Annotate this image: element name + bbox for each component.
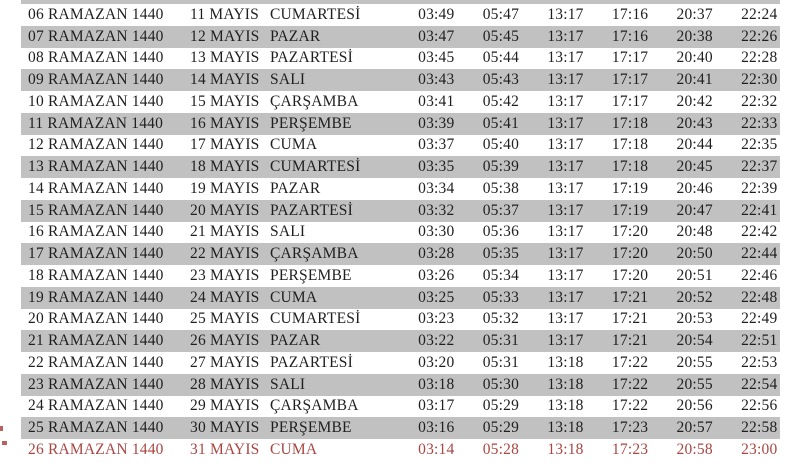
yatsi-time-cell: 22:35 <box>741 136 778 154</box>
gregorian-date-cell: 19 MAYIS <box>190 179 260 197</box>
ogle-time-cell: 13:17 <box>547 158 584 176</box>
gunes-time-cell: 05:35 <box>482 245 520 263</box>
gregorian-date-cell: 27 MAYIS <box>190 353 260 371</box>
ogle-time-cell: 13:18 <box>547 397 584 415</box>
weekday-cell: CUMARTESİ <box>270 5 361 23</box>
imsak-time-cell: 03:28 <box>418 245 455 263</box>
aksam-time-cell: 20:50 <box>676 245 713 263</box>
table-row <box>21 200 780 222</box>
yatsi-time-cell: 22:42 <box>741 223 778 241</box>
ogle-time-cell: 13:17 <box>547 5 584 23</box>
ikindi-time-cell: 17:18 <box>611 136 649 154</box>
ikindi-time-cell: 17:20 <box>611 266 649 284</box>
gunes-time-cell: 05:28 <box>482 440 520 458</box>
ogle-time-cell: 13:17 <box>547 136 584 154</box>
gregorian-date-cell: 30 MAYIS <box>190 419 260 437</box>
table-row <box>21 352 780 374</box>
hijri-date-cell: 06 RAMAZAN 1440 <box>28 5 164 23</box>
imsak-time-cell: 03:17 <box>418 397 455 415</box>
aksam-time-cell: 20:55 <box>676 375 713 393</box>
hijri-date-cell: 22 RAMAZAN 1440 <box>28 353 164 371</box>
imsak-time-cell: 03:41 <box>418 92 455 110</box>
yatsi-time-cell: 22:28 <box>741 49 778 67</box>
aksam-time-cell: 20:38 <box>676 27 713 45</box>
gregorian-date-cell: 17 MAYIS <box>190 136 260 154</box>
table-row <box>21 309 780 331</box>
aksam-time-cell: 20:54 <box>676 332 713 350</box>
hijri-date-cell: 17 RAMAZAN 1440 <box>28 245 164 263</box>
hijri-date-cell: 26 RAMAZAN 1440 <box>28 440 164 458</box>
hijri-date-cell: 09 RAMAZAN 1440 <box>28 71 164 89</box>
aksam-time-cell: 20:40 <box>676 49 713 67</box>
page-edge-red-artifact <box>2 441 7 445</box>
gregorian-date-cell: 25 MAYIS <box>190 310 260 328</box>
ikindi-time-cell: 17:23 <box>611 440 649 458</box>
gregorian-date-cell: 11 MAYIS <box>190 5 259 23</box>
ogle-time-cell: 13:18 <box>547 353 584 371</box>
hijri-date-cell: 10 RAMAZAN 1440 <box>28 92 164 110</box>
table-row <box>21 4 780 26</box>
gregorian-date-cell: 22 MAYIS <box>190 245 260 263</box>
ikindi-time-cell: 17:18 <box>611 158 649 176</box>
imsak-time-cell: 03:49 <box>418 5 455 23</box>
imsak-time-cell: 03:34 <box>418 179 455 197</box>
ikindi-time-cell: 17:20 <box>611 245 649 263</box>
ogle-time-cell: 13:17 <box>547 179 584 197</box>
ogle-time-cell: 13:17 <box>547 92 584 110</box>
aksam-time-cell: 20:57 <box>676 419 713 437</box>
aksam-time-cell: 20:41 <box>676 71 713 89</box>
gregorian-date-cell: 24 MAYIS <box>190 288 260 306</box>
gunes-time-cell: 05:40 <box>482 136 520 154</box>
gunes-time-cell: 05:47 <box>482 5 520 23</box>
gregorian-date-cell: 29 MAYIS <box>190 397 260 415</box>
ogle-time-cell: 13:17 <box>547 71 584 89</box>
ogle-time-cell: 13:18 <box>547 375 584 393</box>
gunes-time-cell: 05:42 <box>482 92 520 110</box>
table-row <box>21 396 780 418</box>
aksam-time-cell: 20:55 <box>676 353 713 371</box>
hijri-date-cell: 23 RAMAZAN 1440 <box>28 375 164 393</box>
ikindi-time-cell: 17:16 <box>611 5 649 23</box>
gregorian-date-cell: 26 MAYIS <box>190 332 260 350</box>
aksam-time-cell: 20:43 <box>676 114 713 132</box>
gunes-time-cell: 05:39 <box>482 158 520 176</box>
aksam-time-cell: 20:37 <box>676 5 713 23</box>
weekday-cell: PAZAR <box>270 179 321 197</box>
imsak-time-cell: 03:43 <box>418 71 455 89</box>
gunes-time-cell: 05:38 <box>482 179 520 197</box>
gunes-time-cell: 05:31 <box>482 332 520 350</box>
table-row <box>21 156 780 178</box>
ogle-time-cell: 13:18 <box>547 440 584 458</box>
aksam-time-cell: 20:45 <box>676 158 713 176</box>
gunes-time-cell: 05:45 <box>482 27 520 45</box>
table-row <box>21 91 780 113</box>
imsak-time-cell: 03:45 <box>418 49 455 67</box>
ogle-time-cell: 13:17 <box>547 288 584 306</box>
yatsi-time-cell: 22:39 <box>741 179 778 197</box>
gregorian-date-cell: 20 MAYIS <box>190 201 260 219</box>
ikindi-time-cell: 17:17 <box>611 49 649 67</box>
weekday-cell: CUMARTESİ <box>270 158 361 176</box>
imsak-time-cell: 03:22 <box>418 332 455 350</box>
aksam-time-cell: 20:52 <box>676 288 713 306</box>
gunes-time-cell: 05:29 <box>482 397 520 415</box>
table-row <box>21 417 780 439</box>
gregorian-date-cell: 13 MAYIS <box>190 49 260 67</box>
gunes-time-cell: 05:29 <box>482 419 520 437</box>
yatsi-time-cell: 22:26 <box>741 27 778 45</box>
weekday-cell: PAZARTESİ <box>270 353 353 371</box>
aksam-time-cell: 20:58 <box>676 440 713 458</box>
aksam-time-cell: 20:46 <box>676 179 713 197</box>
ikindi-time-cell: 17:22 <box>611 397 649 415</box>
imsak-time-cell: 03:35 <box>418 158 455 176</box>
gunes-time-cell: 05:37 <box>482 201 520 219</box>
yatsi-time-cell: 22:54 <box>741 375 778 393</box>
imsak-time-cell: 03:25 <box>418 288 455 306</box>
weekday-cell: PERŞEMBE <box>270 419 352 437</box>
table-row <box>21 26 780 48</box>
yatsi-time-cell: 22:24 <box>741 5 778 23</box>
page-edge-red-artifact <box>0 426 3 431</box>
hijri-date-cell: 08 RAMAZAN 1440 <box>28 49 164 67</box>
weekday-cell: ÇARŞAMBA <box>270 245 359 263</box>
gregorian-date-cell: 18 MAYIS <box>190 158 260 176</box>
weekday-cell: PAZAR <box>270 27 321 45</box>
aksam-time-cell: 20:53 <box>676 310 713 328</box>
aksam-time-cell: 20:44 <box>676 136 713 154</box>
ikindi-time-cell: 17:17 <box>611 92 649 110</box>
table-row <box>21 178 780 200</box>
gunes-time-cell: 05:41 <box>482 114 520 132</box>
weekday-cell: ÇARŞAMBA <box>270 397 359 415</box>
hijri-date-cell: 20 RAMAZAN 1440 <box>28 310 164 328</box>
weekday-cell: SALI <box>270 223 306 241</box>
table-row <box>21 287 780 309</box>
gregorian-date-cell: 16 MAYIS <box>190 114 260 132</box>
weekday-cell: CUMARTESİ <box>270 310 361 328</box>
hijri-date-cell: 19 RAMAZAN 1440 <box>28 288 164 306</box>
imsak-time-cell: 03:47 <box>418 27 455 45</box>
hijri-date-cell: 25 RAMAZAN 1440 <box>28 419 164 437</box>
yatsi-time-cell: 22:48 <box>741 288 778 306</box>
table-row <box>21 113 780 135</box>
yatsi-time-cell: 22:37 <box>741 158 778 176</box>
gunes-time-cell: 05:43 <box>482 71 520 89</box>
yatsi-time-cell: 22:58 <box>741 419 778 437</box>
aksam-time-cell: 20:56 <box>676 397 713 415</box>
gregorian-date-cell: 21 MAYIS <box>190 223 260 241</box>
aksam-time-cell: 20:48 <box>676 223 713 241</box>
table-row <box>21 222 780 244</box>
ikindi-time-cell: 17:20 <box>611 223 649 241</box>
weekday-cell: SALI <box>270 375 306 393</box>
ogle-time-cell: 13:17 <box>547 310 584 328</box>
ikindi-time-cell: 17:19 <box>611 201 649 219</box>
gunes-time-cell: 05:44 <box>482 49 520 67</box>
imsak-time-cell: 03:39 <box>418 114 455 132</box>
gunes-time-cell: 05:31 <box>482 353 520 371</box>
ikindi-time-cell: 17:23 <box>611 419 649 437</box>
gregorian-date-cell: 31 MAYIS <box>190 440 260 458</box>
ogle-time-cell: 13:17 <box>547 49 584 67</box>
imsak-time-cell: 03:14 <box>418 440 455 458</box>
hijri-date-cell: 13 RAMAZAN 1440 <box>28 158 164 176</box>
imsak-time-cell: 03:32 <box>418 201 455 219</box>
ogle-time-cell: 13:17 <box>547 201 584 219</box>
gregorian-date-cell: 15 MAYIS <box>190 92 260 110</box>
hijri-date-cell: 15 RAMAZAN 1440 <box>28 201 164 219</box>
ikindi-time-cell: 17:19 <box>611 179 649 197</box>
table-row <box>21 243 780 265</box>
ogle-time-cell: 13:17 <box>547 114 584 132</box>
table-body <box>21 4 780 463</box>
imsak-time-cell: 03:16 <box>418 419 455 437</box>
gregorian-date-cell: 23 MAYIS <box>190 266 260 284</box>
ogle-time-cell: 13:18 <box>547 419 584 437</box>
ikindi-time-cell: 17:17 <box>611 71 649 89</box>
ogle-time-cell: 13:17 <box>547 245 584 263</box>
weekday-cell: PERŞEMBE <box>270 114 352 132</box>
yatsi-time-cell: 22:41 <box>741 201 778 219</box>
weekday-cell: CUMA <box>270 136 318 154</box>
imsak-time-cell: 03:23 <box>418 310 455 328</box>
ikindi-time-cell: 17:21 <box>611 332 649 350</box>
yatsi-time-cell: 22:56 <box>741 397 778 415</box>
aksam-time-cell: 20:51 <box>676 266 713 284</box>
weekday-cell: CUMA <box>270 288 318 306</box>
weekday-cell: PAZARTESİ <box>270 49 353 67</box>
yatsi-time-cell: 22:53 <box>741 353 778 371</box>
ogle-time-cell: 13:17 <box>547 223 584 241</box>
ikindi-time-cell: 17:21 <box>611 288 649 306</box>
weekday-cell: SALI <box>270 71 306 89</box>
yatsi-time-cell: 22:49 <box>741 310 778 328</box>
imsak-time-cell: 03:26 <box>418 266 455 284</box>
hijri-date-cell: 24 RAMAZAN 1440 <box>28 397 164 415</box>
hijri-date-cell: 07 RAMAZAN 1440 <box>28 27 164 45</box>
ogle-time-cell: 13:17 <box>547 266 584 284</box>
ogle-time-cell: 13:17 <box>547 27 584 45</box>
ikindi-time-cell: 17:22 <box>611 375 649 393</box>
hijri-date-cell: 14 RAMAZAN 1440 <box>28 179 164 197</box>
weekday-cell: PAZARTESİ <box>270 201 353 219</box>
yatsi-time-cell: 22:46 <box>741 266 778 284</box>
aksam-time-cell: 20:42 <box>676 92 713 110</box>
weekday-cell: ÇARŞAMBA <box>270 92 359 110</box>
gregorian-date-cell: 14 MAYIS <box>190 71 260 89</box>
hijri-date-cell: 21 RAMAZAN 1440 <box>28 332 164 350</box>
imsak-time-cell: 03:30 <box>418 223 455 241</box>
table-row <box>21 69 780 91</box>
aksam-time-cell: 20:47 <box>676 201 713 219</box>
imsak-time-cell: 03:37 <box>418 136 455 154</box>
imsak-time-cell: 03:20 <box>418 353 455 371</box>
table-row <box>21 374 780 396</box>
yatsi-time-cell: 23:00 <box>741 440 778 458</box>
yatsi-time-cell: 22:44 <box>741 245 778 263</box>
hijri-date-cell: 18 RAMAZAN 1440 <box>28 266 164 284</box>
gunes-time-cell: 05:34 <box>482 266 520 284</box>
gregorian-date-cell: 28 MAYIS <box>190 375 260 393</box>
table-row <box>21 135 780 157</box>
yatsi-time-cell: 22:51 <box>741 332 778 350</box>
table-row <box>21 439 780 463</box>
weekday-cell: PERŞEMBE <box>270 266 352 284</box>
yatsi-time-cell: 22:30 <box>741 71 778 89</box>
ikindi-time-cell: 17:21 <box>611 310 649 328</box>
yatsi-time-cell: 22:32 <box>741 92 778 110</box>
gunes-time-cell: 05:36 <box>482 223 520 241</box>
yatsi-time-cell: 22:33 <box>741 114 778 132</box>
ogle-time-cell: 13:17 <box>547 332 584 350</box>
weekday-cell: PAZAR <box>270 332 321 350</box>
weekday-cell: CUMA <box>270 440 318 458</box>
gunes-time-cell: 05:32 <box>482 310 520 328</box>
hijri-date-cell: 11 RAMAZAN 1440 <box>28 114 164 132</box>
table-row <box>21 330 780 352</box>
hijri-date-cell: 16 RAMAZAN 1440 <box>28 223 164 241</box>
imsak-time-cell: 03:18 <box>418 375 455 393</box>
gregorian-date-cell: 12 MAYIS <box>190 27 260 45</box>
gunes-time-cell: 05:33 <box>482 288 520 306</box>
ikindi-time-cell: 17:18 <box>611 114 649 132</box>
ikindi-time-cell: 17:16 <box>611 27 649 45</box>
table-row <box>21 48 780 70</box>
hijri-date-cell: 12 RAMAZAN 1440 <box>28 136 164 154</box>
table-row <box>21 265 780 287</box>
ikindi-time-cell: 17:22 <box>611 353 649 371</box>
gunes-time-cell: 05:30 <box>482 375 520 393</box>
